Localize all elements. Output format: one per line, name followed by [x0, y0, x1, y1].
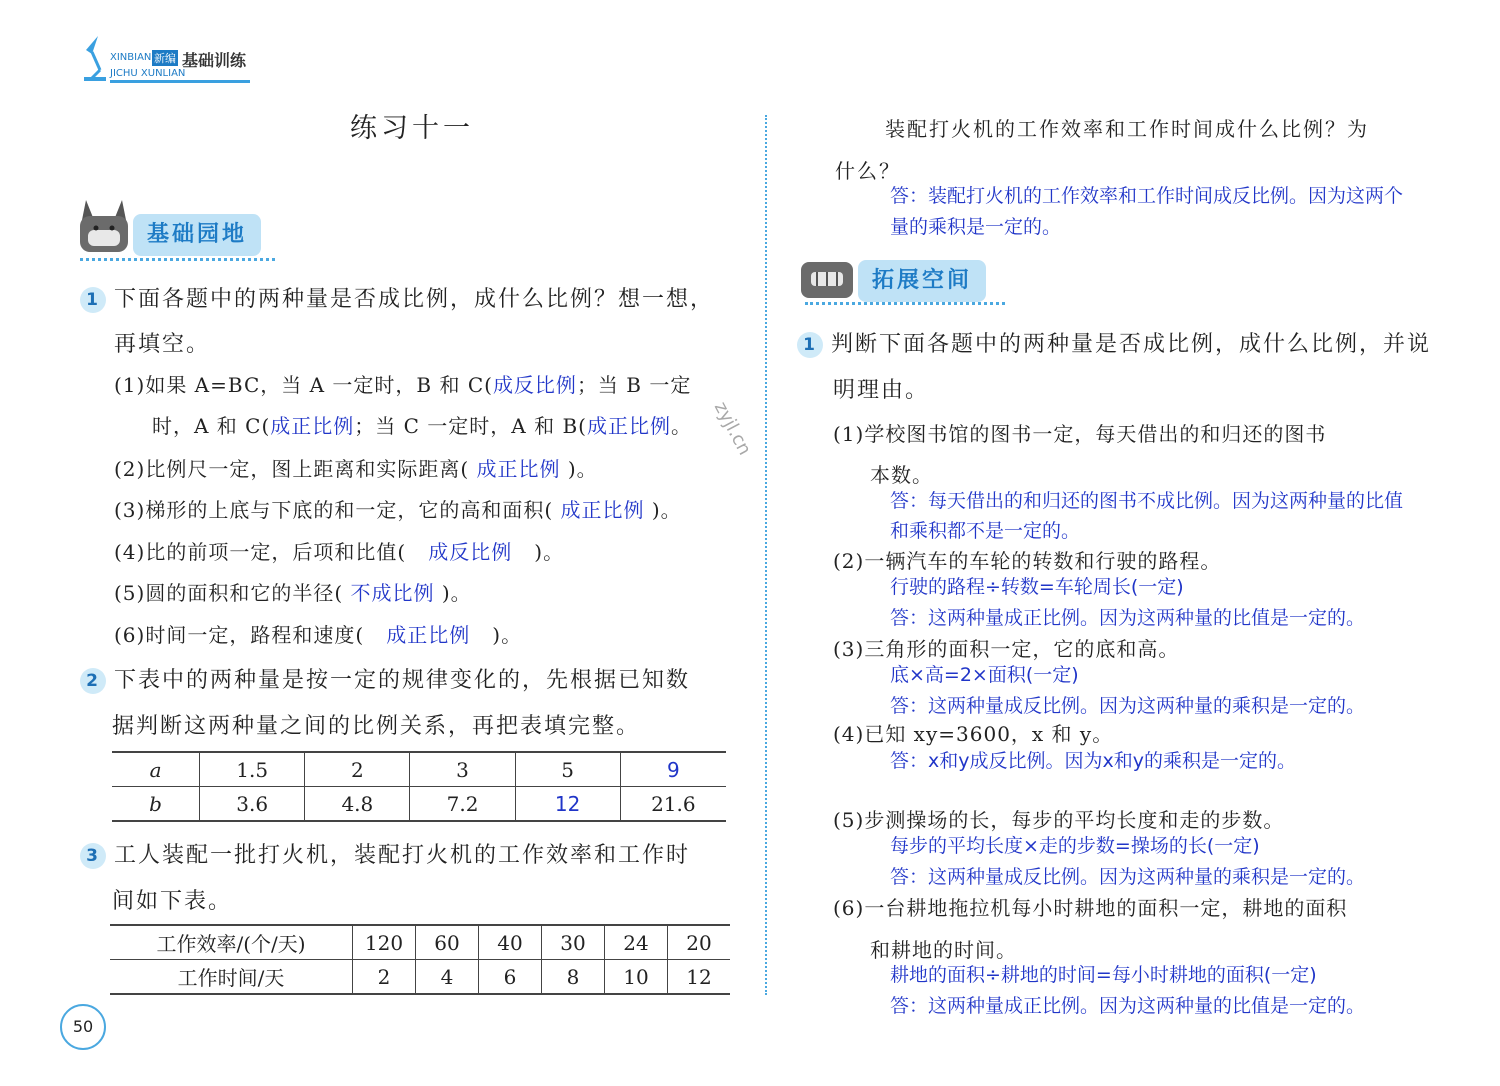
- ext-s1-answer1: 答：每天借出的和归还的图书不成比例。因为这两种量的比值: [890, 490, 1404, 512]
- robot-icon: [797, 254, 857, 304]
- section-basic-title: 基础园地: [133, 214, 261, 256]
- ext-s2-formula: 行驶的路程÷转数=车轮周长(一定): [890, 576, 1184, 598]
- section-ext-divider: [805, 302, 1005, 305]
- q2-answer-a: 9: [620, 752, 726, 787]
- section-ext-title: 拓展空间: [858, 260, 986, 302]
- ext-s5-answer: 答：这两种量成反比例。因为这两种量的乘积是一定的。: [890, 866, 1366, 888]
- q1-part1-line1: (1)如果 A=BC，当 A 一定时，B 和 C(成反比例；当 B 一定: [114, 373, 692, 397]
- q3-number: 3: [80, 843, 106, 869]
- ext-s1-answer2: 和乘积都不是一定的。: [890, 520, 1081, 542]
- ext-s6-answer: 答：这两种量成正比例。因为这两种量的比值是一定的。: [890, 995, 1366, 1017]
- q1-part4: (4)比的前项一定，后项和比值( 成反比例 )。: [114, 540, 565, 564]
- table-row: b 3.6 4.8 7.2 12 21.6: [112, 787, 726, 822]
- q2-number: 2: [80, 668, 106, 694]
- page-divider: [765, 115, 767, 995]
- q1-line1: [80, 282, 714, 313]
- ext-s3-answer: 答：这两种量成反比例。因为这两种量的乘积是一定的。: [890, 695, 1366, 717]
- q1-part2-answer: 成正比例: [476, 457, 561, 481]
- q3-line1: 3 工人装配一批打火机，装配打火机的工作效率和工作时: [80, 838, 690, 869]
- ext-s6-line2: 和耕地的时间。: [870, 938, 1017, 962]
- table-row: a 1.5 2 3 5 9: [112, 752, 726, 787]
- q1-part1-line2: 时，A 和 C(成正比例；当 C 一定时，A 和 B(成正比例。: [152, 414, 692, 438]
- q3-answer-line2: 量的乘积是一定的。: [890, 216, 1062, 238]
- q1-part3: (3)梯形的上底与下底的和一定，它的高和面积( 成正比例 )。: [114, 498, 682, 522]
- table-row: 工作时间/天 2 4 6 8 10 12: [110, 960, 730, 995]
- page-number: 50: [60, 1004, 106, 1050]
- q1-part3-answer: 成正比例: [560, 498, 645, 522]
- q2-line2: 据判断这两种量之间的比例关系，再把表填完整。: [112, 714, 641, 739]
- ext-s4: (4)已知 xy=3600，x 和 y。: [833, 722, 1114, 746]
- q1-part5: (5)圆的面积和它的半径( 不成比例 )。: [114, 581, 472, 605]
- ext-s4-answer: 答：x和y成反比例。因为x和y的乘积是一定的。: [890, 750, 1296, 772]
- logo-badge: 新编: [154, 52, 176, 65]
- q2-table: [112, 751, 726, 822]
- page-title: 练习十一: [350, 113, 474, 144]
- q3-line2: 间如下表。: [112, 889, 233, 914]
- q3-question-line1: 装配打火机的工作效率和工作时间成什么比例？为: [885, 117, 1369, 141]
- ext-s6-formula: 耕地的面积÷耕地的时间=每小时耕地的面积(一定): [890, 964, 1317, 986]
- q1-part2: (2)比例尺一定，图上距离和实际距离( 成正比例 )。: [114, 457, 598, 481]
- ext-q1-line2: 明理由。: [833, 378, 930, 403]
- section-basic-divider: [80, 258, 275, 261]
- q3-table: [110, 924, 730, 995]
- q1-part1-answer-bc: 成反比例: [492, 373, 577, 397]
- q1-part6: (6)时间一定，路程和速度( 成正比例 )。: [114, 623, 523, 647]
- logo-arrow: [110, 80, 250, 83]
- q1-part5-answer: 不成比例: [350, 581, 435, 605]
- watermark: zyjl.cn: [709, 398, 756, 459]
- ext-q1-line1: 1 判断下面各题中的两种量是否成比例，成什么比例，并说: [797, 327, 1431, 358]
- rabbit-icon: [76, 196, 132, 256]
- ext-s2-answer: 答：这两种量成正比例。因为这两种量的比值是一定的。: [890, 607, 1366, 629]
- ext-s3: (3)三角形的面积一定，它的底和高。: [833, 637, 1180, 661]
- ext-q1-number: 1: [797, 332, 823, 358]
- q1-part4-answer: 成反比例: [428, 540, 513, 564]
- q1-line2: 再填空。: [114, 332, 211, 357]
- q1-part1-answer-ab: 成正比例: [586, 414, 671, 438]
- ext-s1-line1: (1)学校图书馆的图书一定，每天借出的和归还的图书: [833, 422, 1327, 446]
- logo-title: 基础训练: [182, 51, 247, 70]
- q3-answer-line1: 答：装配打火机的工作效率和工作时间成反比例。因为这两个: [890, 185, 1404, 207]
- ext-s2: (2)一辆汽车的车轮的转数和行驶的路程。: [833, 549, 1222, 573]
- logo-pinyin-bottom: JICHU XUNLIAN: [110, 68, 186, 79]
- q1-part1-answer-ac: 成正比例: [270, 414, 355, 438]
- ext-s6-line1: (6)一台耕地拖拉机每小时耕地的面积一定，耕地的面积: [833, 896, 1348, 920]
- q1-part6-answer: 成正比例: [386, 623, 471, 647]
- header-logo: [78, 30, 268, 85]
- ext-s5-formula: 每步的平均长度×走的步数=操场的长(一定): [890, 835, 1260, 857]
- q1-number: 1: [80, 287, 106, 313]
- q1-text1: 下面各题中的两种量是否成比例，成什么比例？想一想，: [114, 287, 715, 312]
- q3-question-line2: 什么？: [835, 159, 901, 183]
- q2-answer-b: 12: [515, 787, 620, 822]
- ext-s3-formula: 底×高=2×面积(一定): [890, 664, 1079, 686]
- ext-s5: (5)步测操场的长，每步的平均长度和走的步数。: [833, 808, 1285, 832]
- q2-line1: 2 下表中的两种量是按一定的规律变化的，先根据已知数: [80, 663, 690, 694]
- logo-pinyin-top: XINBIAN: [110, 52, 152, 63]
- table-row: 工作效率/(个/天) 120 60 40 30 24 20: [110, 925, 730, 960]
- ext-s1-line2: 本数。: [870, 463, 933, 487]
